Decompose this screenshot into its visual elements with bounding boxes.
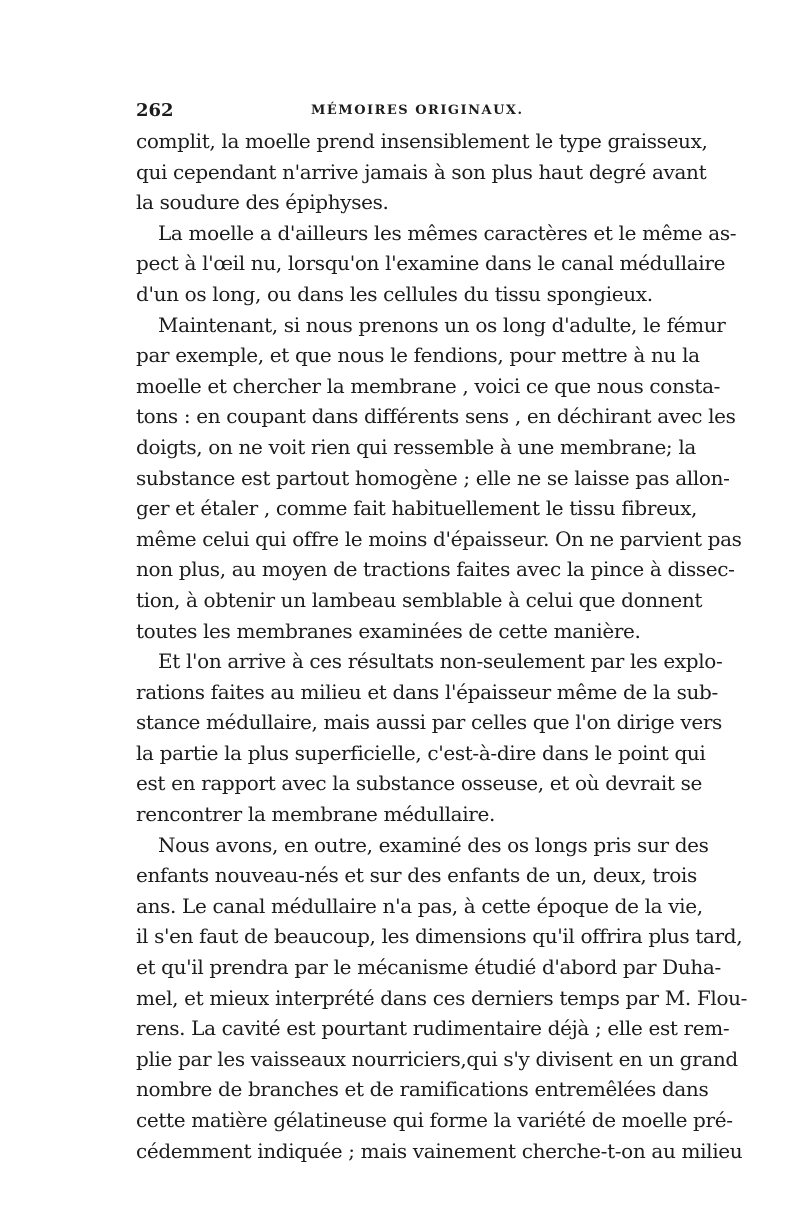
text-line: doigts, on ne voit rien qui ressemble à une membrane; la: [136, 434, 696, 459]
text-line: stance médullaire, mais aussi par celles que l'on dirige vers: [136, 710, 722, 735]
text-line: La moelle a d'ailleurs les mêmes caractères et le même as-: [158, 220, 737, 245]
paragraph: [136, 310, 742, 647]
text-line: nombre de branches et de ramifications entremêlées dans: [136, 1077, 709, 1102]
text-line: il s'en faut de beaucoup, les dimensions qu'il offrira plus tard,: [136, 924, 743, 949]
running-header: [136, 96, 666, 126]
running-title: MÉMOIRES ORIGINAUX.: [311, 103, 524, 118]
text-line: rencontrer la membrane médullaire.: [136, 802, 496, 827]
text-line: d'un os long, ou dans les cellules du tissu spongieux.: [136, 281, 653, 306]
paragraph: [136, 830, 748, 1167]
paragraph: [136, 126, 708, 218]
text-line: cette matière gélatineuse qui forme la variété de moelle pré-: [136, 1108, 733, 1132]
text-line: non plus, au moyen de tractions faites avec la pince à dissec-: [136, 557, 735, 582]
text-line: et qu'il prendra par le mécanisme étudié d'abord par Duha-: [136, 955, 721, 980]
text-line: Et l'on arrive à ces résultats non-seulement par les explo-: [158, 649, 723, 674]
text-line: rations faites au milieu et dans l'épaisseur même de la sub-: [136, 679, 718, 704]
text-line: qui cependant n'arrive jamais à son plus haut degré avant: [136, 159, 707, 184]
text-line: enfants nouveau-nés et sur des enfants de un, deux, trois: [136, 863, 697, 888]
body-text: [136, 126, 748, 1166]
text-line: ger et étaler , comme fait habituellement le tissu fibreux,: [136, 496, 698, 521]
text-line: Nous avons, en outre, examiné des os longs pris sur des: [158, 832, 709, 857]
page-number: 262: [136, 100, 174, 121]
text-line: cédemment indiquée ; mais vainement cherche-t-on au milieu: [136, 1138, 743, 1163]
text-line: la soudure des épiphyses.: [136, 190, 389, 215]
text-line: par exemple, et que nous le fendions, pour mettre à nu la: [136, 343, 700, 368]
text-line: plie par les vaisseaux nourriciers,qui s'y divisent en un grand: [136, 1046, 738, 1071]
text-line: est en rapport avec la substance osseuse, et où devrait se: [136, 771, 703, 796]
text-line: pect à l'œil nu, lorsqu'on l'examine dans le canal médullaire: [136, 251, 726, 276]
text-line: tons : en coupant dans différents sens , en déchirant avec les: [136, 404, 736, 429]
paragraph: [136, 218, 737, 310]
paragraph: [136, 646, 723, 830]
text-line: Maintenant, si nous prenons un os long d'adulte, le fémur: [158, 312, 726, 337]
text-line: complit, la moelle prend insensiblement le type graisseux,: [136, 129, 708, 153]
text-line: mel, et mieux interprété dans ces derniers temps par M. Flou-: [136, 985, 748, 1010]
text-line: substance est partout homogène ; elle ne se laisse pas allon-: [136, 465, 730, 490]
text-line: toutes les membranes examinées de cette manière.: [136, 618, 641, 643]
text-line: moelle et chercher la membrane , voici ce que nous consta-: [136, 373, 721, 398]
text-line: même celui qui offre le moins d'épaisseur. On ne parvient pas: [136, 526, 742, 551]
book-page: [136, 96, 748, 1166]
text-line: tion, à obtenir un lambeau semblable à celui que donnent: [136, 587, 703, 612]
text-line: la partie la plus superficielle, c'est-à-dire dans le point qui: [136, 740, 706, 765]
text-line: ans. Le canal médullaire n'a pas, à cette époque de la vie,: [136, 893, 703, 918]
text-line: rens. La cavité est pourtant rudimentaire déjà ; elle est rem-: [136, 1016, 730, 1041]
